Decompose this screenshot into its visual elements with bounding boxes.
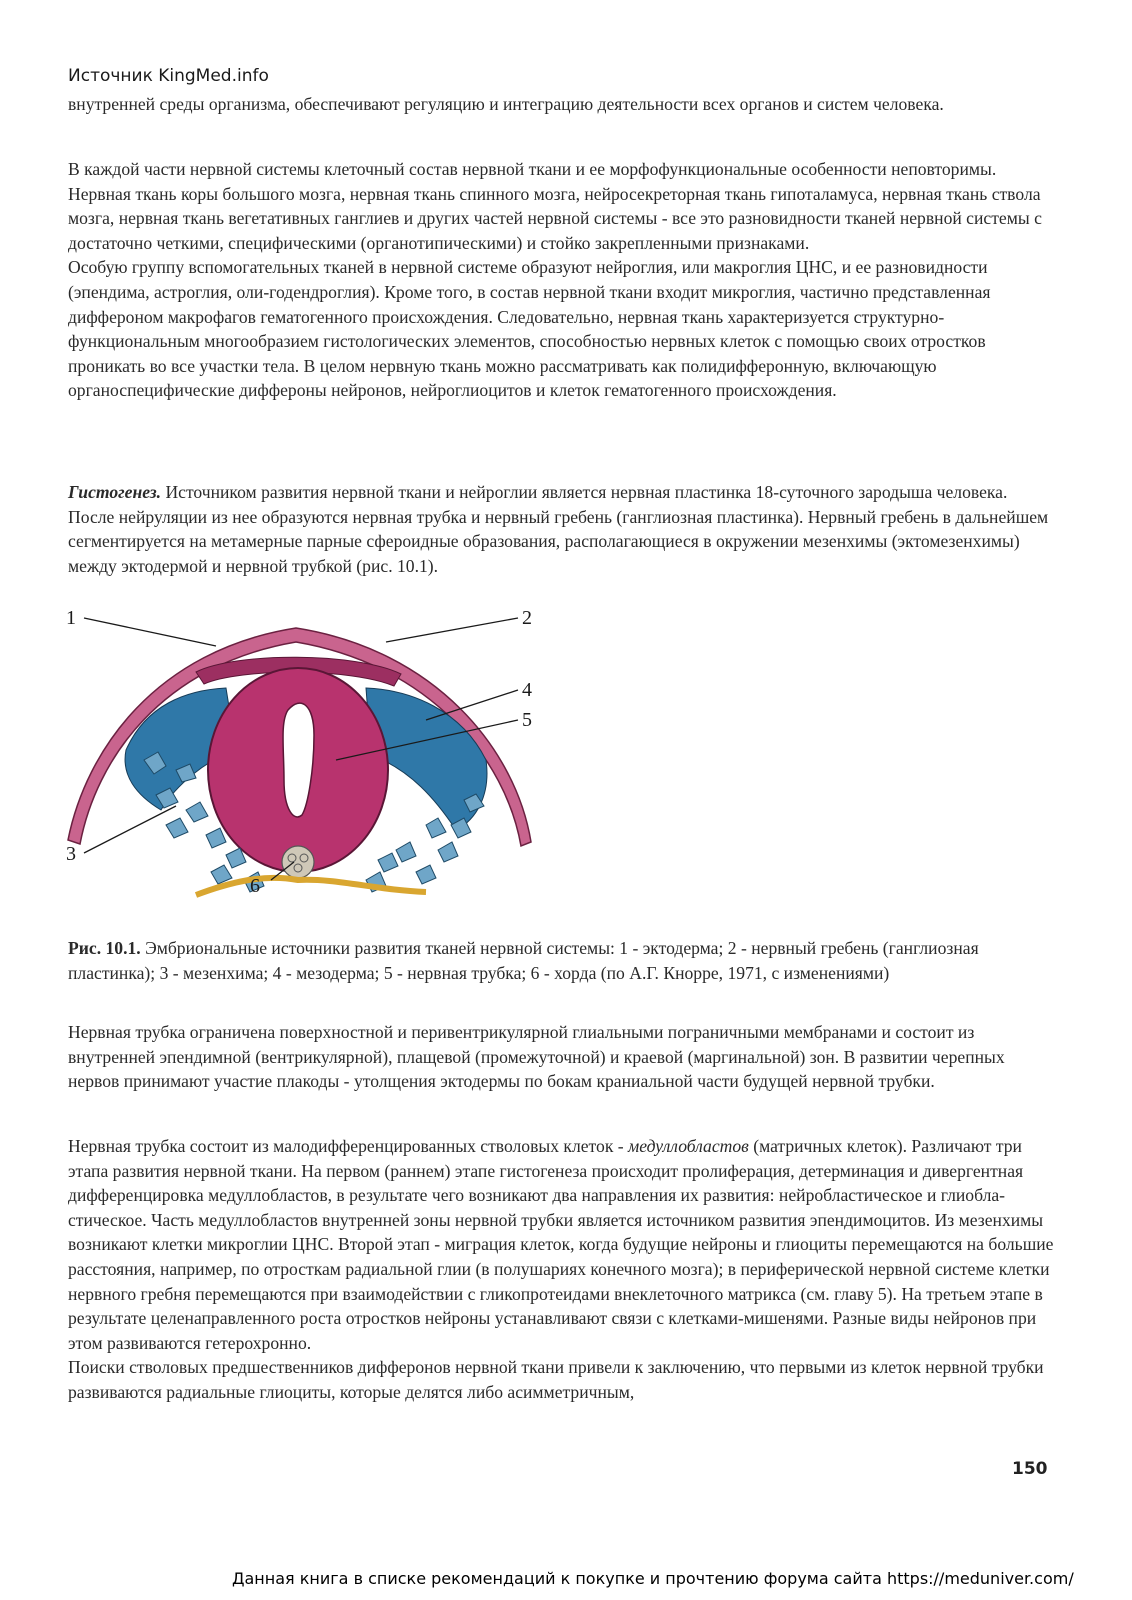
paragraph-2 <box>68 157 1058 403</box>
paragraph-text <box>68 480 1058 578</box>
label-6: 6 <box>250 875 260 897</box>
label-4: 4 <box>522 679 532 701</box>
label-2: 2 <box>522 610 532 629</box>
histogenesis-heading: Гистогенез. <box>68 482 162 502</box>
paragraph-text: Нервная трубка ограничена поверхностной и перивентрикулярной глиальными пограничными мембранами и состоит из внутренней эпендимной (вентрикулярной), плащевой (промежуточной) и краевой (маргинальной) зон. В развитии черепных нервов принимают участие плакоды - утолщения эктодермы по бокам краниальной части будущей нервной трубки. <box>68 1022 1005 1092</box>
paragraph-5 <box>68 1020 1058 1094</box>
paragraph-text: внутренней среды организма, обеспечивают регуляцию и интеграцию деятельности всех органов и систем человека. <box>68 94 944 114</box>
paragraph-body: Нервная трубка состоит из малодифференцированных стволовых клеток - <box>68 1136 629 1156</box>
label-3: 3 <box>66 843 76 865</box>
paragraph-6 <box>68 1134 1058 1405</box>
footer-note: Данная книга в списке рекомендаций к покупке и прочтению форума сайта https://meduniver.com/ <box>232 1569 1074 1588</box>
paragraph-body: Источником развития нервной ткани и нейроглии является нервная пластинка 18-суточного зародыша человека. После нейруляции из нее образуются нервная трубка и нервный гребень (ганглиозная пластинка). Нервный гребень в дальнейшем сегментируется на метамерные парные сфероидные образования, располагающиеся в окружении мезенхимы (эктомезенхимы) между эктодермой и нервной трубкой (рис. 10.1). <box>68 482 1049 576</box>
paragraph-text: Особую группу вспомогательных тканей в нервной системе образуют нейроглия, или макроглия ЦНС, и ее разновидности (эпендима, астроглия, оли-годендроглия). Кроме того, в состав нервной ткани входит микроглия, частично представленная диффероном макрофагов гематогенного происхождения. Следовательно, нервная ткань характеризуется структурно-функциональным многообразием гистологических элементов, способностью нервных клеток с помощью своих отростков проникать во все участки тела. В целом нервную ткань можно рассматривать как полидифферонную, включающую органоспецифические диффероны нейронов, нейроглиоцитов и клеток гематогенного происхождения. <box>68 257 991 401</box>
paragraph-histogenesis <box>68 480 1058 578</box>
paragraph-text: Поиски стволовых предшественников дифферонов нервной ткани привели к заключению, что первыми из клеток нервной трубки развиваются радиальные глиоциты, которые делятся либо асимметричным, <box>68 1357 1044 1402</box>
paragraph-text <box>68 1134 1058 1355</box>
notochord <box>282 846 314 878</box>
paragraph-1 <box>68 92 1058 117</box>
paragraph-text: В каждой части нервной системы клеточный состав нервной ткани и ее морфофункциональные особенности неповторимы. Нервная ткань коры большого мозга, нервная ткань спинного мозга, нейросекреторная ткань гипоталамуса, нервная ткань ствола мозга, нервная ткань вегетативных ганглиев и других частей нервной системы - все это разновидности тканей нервной системы с достаточно четкими, специфическими (органотипическими) и стойко закрепленными признаками. <box>68 159 1042 253</box>
figure-caption <box>68 936 1058 985</box>
paragraph-body: (матричных клеток). Различают три этапа развития нервной ткани. На первом (раннем) этапе гистогенеза происходит пролиферация, детерминация и дивергентная дифференцировка медуллобластов, в результате чего возникают два направления их развития: нейробластическое и глиобла-стическое. Часть медуллобластов внутренней зоны нервной трубки является источником развития эпендимоцитов. Из мезенхимы возникают клетки микроглии ЦНС. Второй этап - миграция клеток, когда будущие нейроны и глиоциты перемещаются на большие расстояния, например, по отросткам радиальной глии (в полушариях конечного мозга); в периферической нервной системе клетки нервного гребня перемещаются при взаимодействии с гликопротеидами внеклеточного матрикса (см. главу 5). На третьем этапе в результате целенаправленного роста отростков нейроны устанавливают связи с клетками-мишенями. Разные виды нейронов при этом развиваются гетерохронно. <box>68 1136 1054 1353</box>
source-header: Источник KingMed.info <box>68 66 269 86</box>
caption-body: Эмбриональные источники развития тканей нервной системы: 1 - эктодерма; 2 - нервный гребень (ганглиозная пластинка); 3 - мезенхима; 4 - мезодерма; 5 - нервная трубка; 6 - хорда (по А.Г. Кнорре, 1971, с изменениями) <box>68 938 979 983</box>
embryo-figure <box>66 610 536 915</box>
label-5: 5 <box>522 709 532 731</box>
term-medulloblasts: медуллобластов <box>628 1136 749 1156</box>
caption-lead: Рис. 10.1. <box>68 938 141 958</box>
label-1: 1 <box>66 610 76 629</box>
page-number: 150 <box>1012 1459 1048 1479</box>
caption-text <box>68 936 1058 985</box>
endoderm-line <box>196 878 426 895</box>
